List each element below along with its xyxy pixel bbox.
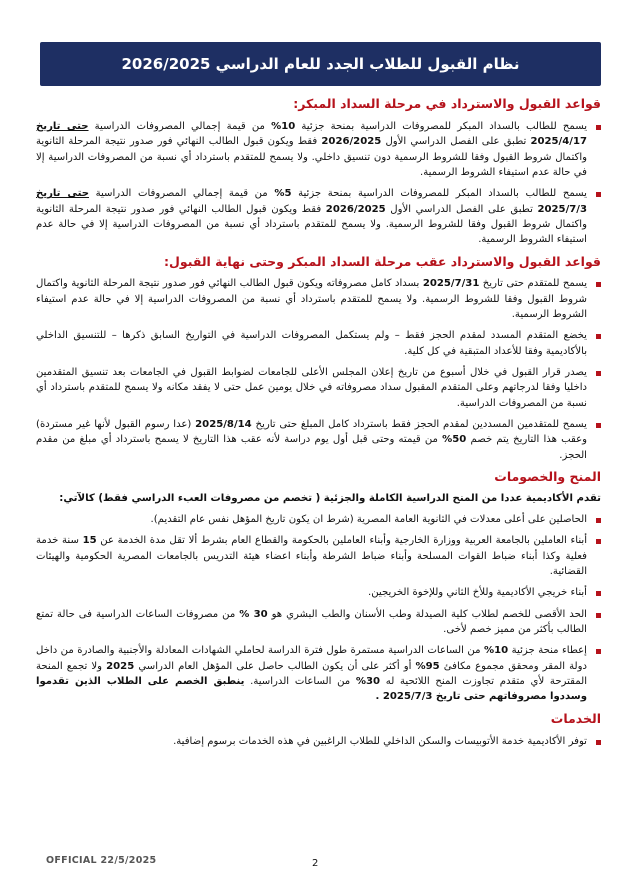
deadline-date: 2025/4/17 (530, 136, 587, 148)
bullet-icon (596, 740, 601, 745)
list-item (36, 643, 601, 704)
text: يسمح للمتقدمين المسددين لمقدم الحجز فقط باسترداد كامل المبلغ حتى تاريخ (251, 419, 587, 430)
bullet-icon (596, 613, 601, 618)
percentage: 95% (415, 660, 440, 672)
list-item (36, 417, 601, 463)
bullet-icon (596, 518, 601, 523)
text: يسمح للمتقدم حتى تاريخ (479, 278, 588, 290)
percentage: 30% (355, 676, 381, 688)
scholarships-list (36, 512, 601, 705)
scholarships-intro: تقدم الأكاديمية عددا من المنح الدراسية الكاملة والجزئية ( تخصم من مصروفات العبء الدراسي فقط) كالآتي: (59, 492, 601, 504)
text: فقط ويكون قبول الطالب النهائي فور صدور نتيجة المرحلة الثانوية واكتمال شروط القبول وفقا للشروط الرسمية دون تنسيق داخلي. ولا يسمح للمتقدم باسترداد أي نسبة من المصروفات الدراسية إلا في حالة عدم استيفاء الشروط الرسمية. (36, 136, 587, 178)
text: يسمح للطالب بالسداد المبكر للمصروفات الدراسية بمنحة جزئية (291, 188, 587, 200)
section-after-early-payment-title: قواعد القبول والاسترداد عقب مرحلة السداد المبكر وحتى نهاية القبول: (164, 253, 601, 269)
academic-year: 2026/2025 (325, 203, 386, 215)
text: من مصروفات الساعات الدراسية فى حالة تمتع الطالب بأكثر من مميز خصم لأخى. (36, 608, 587, 636)
section-early-payment-title: قواعد القبول والاسترداد في مرحلة السداد المبكر: (293, 96, 601, 111)
academic-year: 2026/2025 (321, 136, 382, 148)
percentage: 30 % (239, 608, 268, 620)
percentage: 10% (271, 120, 296, 132)
text: أبناء خريجي الأكاديمية وللأخ الثاني وللإخوة الخريجين. (368, 587, 587, 599)
text: الحاصلين على أعلى معدلات في الثانوية العامة المصرية (شرط ان يكون تاريخ المؤهل نفس عام التقديم). (150, 514, 587, 526)
deadline-date: 2025/7/31 (422, 278, 480, 290)
bullet-icon (596, 591, 601, 596)
text: أو أكثر على أن يكون الطالب حاصل على المؤهل العام الدراسي (134, 660, 416, 672)
text: تطبق على الفصل الدراسي الأول (381, 136, 531, 148)
academic-year: 2025 (106, 660, 135, 672)
page-title: نظام القبول للطلاب الجدد للعام الدراسي 2026/2025 (121, 55, 520, 73)
text: سنة خدمة فعلية وكذا أبناء ضباط القوات المسلحة وأبناء ضباط الشرطة وأبناء اعضاء هيئة التدريس بالجامعات المصرية الحكومية والهيئات القضائية. (36, 535, 587, 578)
bullet-icon (596, 649, 601, 654)
text: (عدا رسوم القبول لأنها غير مستردة) وعقب هذا التاريخ يتم خصم (36, 419, 588, 446)
deadline-label: حتى تاريخ (36, 188, 89, 200)
page-number: 2 (312, 858, 319, 869)
text: من قيمة إجمالي المصروفات الدراسية (88, 120, 272, 132)
eligibility-note: ينطبق الخصم على الطلاب الذين تقدموا وسددوا مصروفاتهم حتى تاريخ 2025/7/3 . (36, 676, 587, 703)
text: أبناء العاملين بالجامعة العربية ووزارة الخارجية وأبناء العاملين بالحكومة والقطاع العام بشرط ألا تقل مدة الخدمة عن (96, 535, 587, 547)
text: توفر الأكاديمية خدمة الأتوبيسات والسكن الداخلي للطلاب الراغبين في هذه الخدمات برسوم إضافية. (173, 735, 587, 747)
bullet-icon (596, 334, 601, 339)
percentage: 50% (442, 434, 467, 446)
text: يسمح للطالب بالسداد المبكر للمصروفات الدراسية بمنحة جزئية (295, 120, 588, 132)
list-item (36, 585, 601, 600)
list-item (36, 512, 601, 527)
list-item (36, 119, 601, 180)
text: الحد الأقصى للخصم لطلاب كلية الصيدلة وطب الأسنان والطب البشري هو (267, 608, 587, 620)
percentage: 5% (274, 188, 292, 200)
list-item (36, 734, 601, 749)
bullet-icon (596, 192, 601, 197)
after-early-payment-list (36, 276, 601, 463)
years-count: 15 (82, 535, 97, 547)
section-scholarships-title: المنح والخصومات (494, 468, 601, 484)
deadline-date: 2025/7/3 (537, 203, 587, 215)
text: ولا تجمع المنحة المقترحة لأي متقدم تجاوزت المنح اللائحية له (36, 660, 587, 688)
text: من قيمته وحتى قبل أول يوم دراسة لأنه عقب هذا التاريخ لا يسمح باسترداد أي مبلغ من مقدم الحجز. (36, 434, 587, 461)
percentage: 10% (483, 645, 509, 657)
text: فقط ويكون قبول الطالب النهائي فور صدور نتيجة المرحلة الثانوية واكتمال شروط القبول وفقا للشروط الرسمية. ولا يسمح للمتقدم باسترداد أي نسبة من المصروفات الدراسية إلا في حالة عدم استيفاء الشروط الرسمية. (36, 203, 587, 246)
bullet-icon (596, 423, 601, 428)
list-item (36, 533, 601, 579)
list-item (36, 276, 601, 322)
bullet-icon (596, 539, 601, 544)
official-stamp-text: OFFICIAL 22/5/2025 (46, 855, 157, 866)
text: من قيمة إجمالي المصروفات الدراسية (88, 188, 275, 200)
text: تطبق على الفصل الدراسي الأول (385, 203, 538, 215)
list-item (36, 186, 601, 247)
list-item (36, 607, 601, 638)
text: من الساعات الدراسية. (244, 676, 356, 688)
early-payment-list (36, 119, 601, 248)
services-list (36, 734, 601, 749)
bullet-icon (596, 371, 601, 376)
deadline-date: 2025/8/14 (195, 419, 252, 430)
list-item (36, 365, 601, 411)
text: بسداد كامل مصروفاته ويكون قبول الطالب النهائي فور صدور نتيجة المرحلة الثانوية واكتمال شروط القبول وفقا للشروط الرسمية. ولا يسمح للمتقدم باسترداد أي نسبة من المصروفات الدراسية إلا في حالة عدم استيفاء الشروط الرسمية. (36, 278, 587, 321)
bullet-icon (596, 125, 601, 130)
page-title-banner (40, 42, 601, 86)
list-item (36, 328, 601, 359)
document-body (36, 96, 601, 755)
deadline-label: حتى تاريخ (36, 120, 89, 132)
text: من الساعات الدراسية مستمرة طول فترة الدراسة لحاملي الشهادات المعادلة والأجنبية والصادرة من داخل دولة المقر ومحقق مجموع مكافئ (36, 645, 587, 672)
text: إعطاء منحة جزئية (508, 645, 587, 657)
text: يخضع المتقدم المسدد لمقدم الحجز فقط – ولم يستكمل المصروفات الدراسية في التواريخ السابق ذكرها – للتنسيق الداخلي بالأكاديمية وفقا للأعداد المتبقية في كل كلية. (36, 330, 587, 357)
text: يصدر قرار القبول في خلال أسبوع من تاريخ إعلان المجلس الأعلى للجامعات لضوابط القبول في الجامعات بعد تنسيق المتقدمين داخليا وفقا لدرجاتهم وعلى المتقدم المقبول سداد مصروفاته في خلال يومين عمل حتى لا يفقد مكانه ولا يسمح للمتقدم باسترداد أي نسبة من المصروفات الدراسية. (36, 367, 587, 409)
section-services-title: الخدمات (550, 710, 601, 726)
bullet-icon (596, 282, 601, 287)
